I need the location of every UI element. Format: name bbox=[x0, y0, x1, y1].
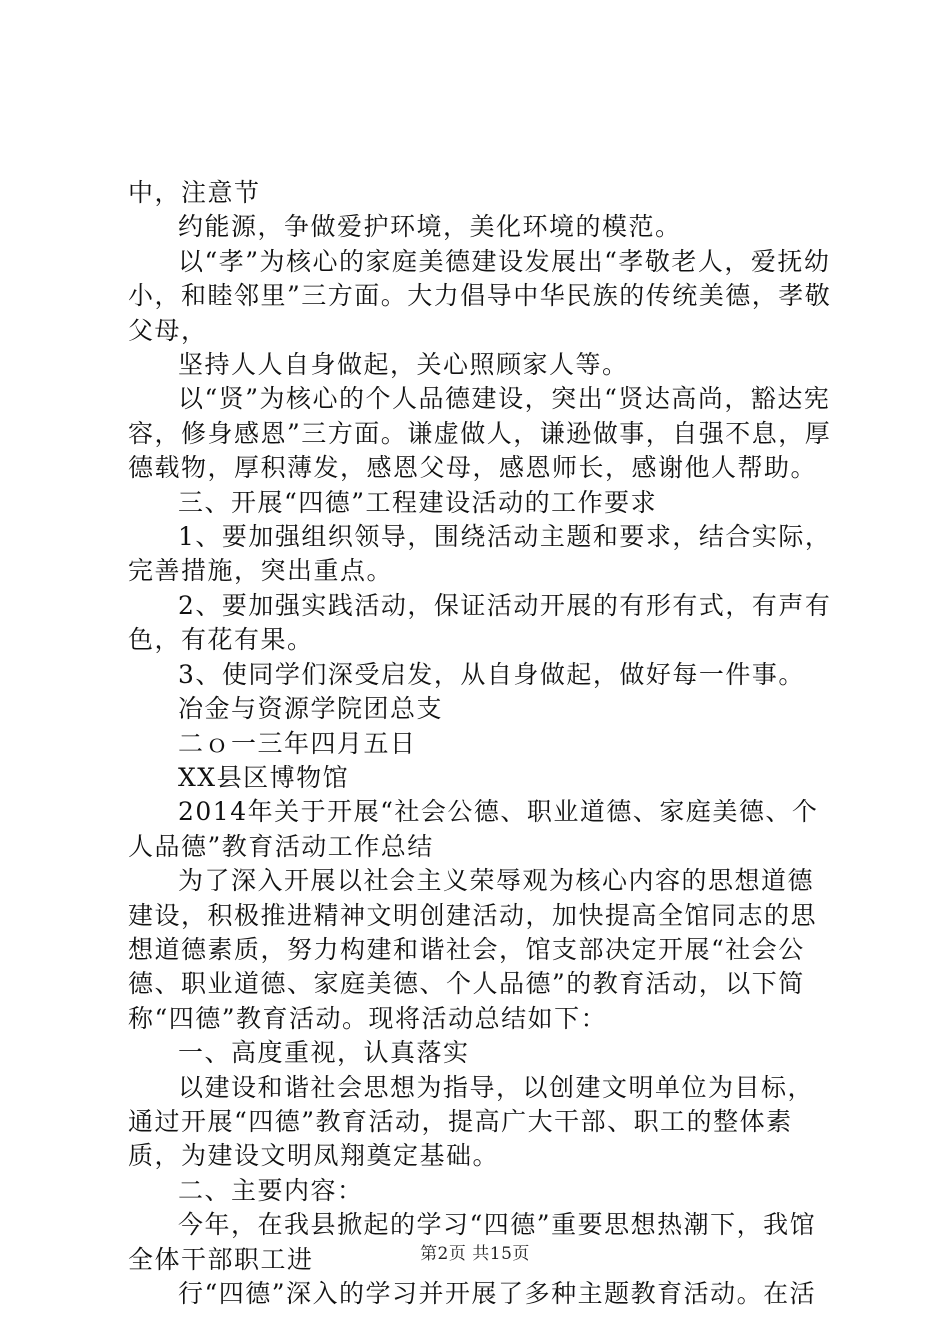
section-heading: 三、开展“四德”工程建设活动的工作要求 bbox=[178, 487, 658, 517]
paragraph: 今年，在我县掀起的学习“四德”重要思想热潮下，我馆全体干部职工进 bbox=[128, 1210, 817, 1274]
signature-organization: 冶金与资源学院团总支 bbox=[178, 694, 444, 724]
list-item: 1、要加强组织领导，围绕活动主题和要求，结合实际，完善措施，突出重点。 bbox=[128, 522, 832, 586]
paragraph: 坚持人人自身做起，关心照顾家人等。 bbox=[178, 350, 629, 380]
section-heading: 一、高度重视，认真落实 bbox=[178, 1038, 470, 1068]
list-item: 2、要加强实践活动，保证活动开展的有形有式，有声有色，有花有果。 bbox=[128, 590, 832, 655]
document-body bbox=[128, 176, 833, 1311]
document-title: 2014年关于开展“社会公德、职业道德、家庭美德、个人品德”教育活动工作总结 bbox=[128, 797, 819, 861]
paragraph: 中，注意节 bbox=[128, 178, 261, 207]
list-item: 3、使同学们深受启发，从自身做起，做好每一件事。 bbox=[178, 659, 805, 689]
section-heading: 二、主要内容： bbox=[178, 1175, 364, 1205]
paragraph: 约能源，争做爱护环境，美化环境的模范。 bbox=[178, 212, 682, 242]
paragraph: 为了深入开展以社会主义荣辱观为核心内容的思想道德建设，积极推进精神文明创建活动，加快提高全馆同志的思想道德素质，努力构建和谐社会，馆支部决定开展“社会公德、职业道德、家庭美德、个人品德”的教育活动，以下简称“四德”教育活动。现将活动总结如下： bbox=[128, 866, 818, 1033]
organization-name: XX县区博物馆 bbox=[178, 762, 350, 792]
signature-date: 二ｏ一三年四月五日 bbox=[178, 728, 417, 758]
paragraph: 以“贤”为核心的个人品德建设，突出“贤达高尚，豁达宪容，修身感恩”三方面。谦虚做人，谦逊做事，自强不息，厚德载物，厚积薄发，感恩父母，感恩师长，感谢他人帮助。 bbox=[128, 384, 832, 483]
paragraph: 以建设和谐社会思想为指导，以创建文明单位为目标，通过开展“四德”教育活动，提高广大干部、职工的整体素质，为建设文明凤翔奠定基础。 bbox=[128, 1072, 815, 1171]
paragraph: 以“孝”为核心的家庭美德建设发展出“孝敬老人，爱抚幼小，和睦邻里”三方面。大力倡导中华民族的传统美德，孝敬父母， bbox=[128, 246, 832, 345]
page-number-footer: 第2页 共15页 bbox=[420, 1244, 530, 1264]
paragraph: 行“四德”深入的学习并开展了多种主题教育活动。在活 bbox=[178, 1279, 817, 1308]
